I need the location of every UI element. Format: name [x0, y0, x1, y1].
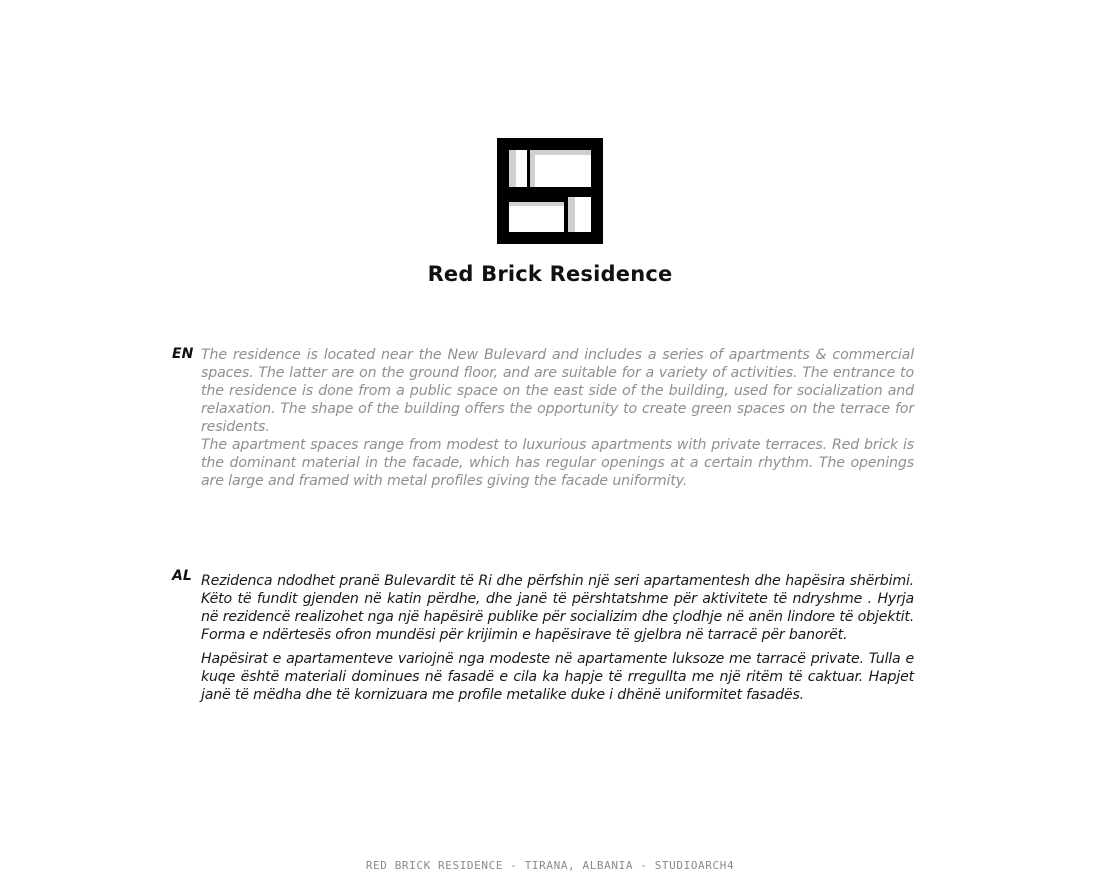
footer-caption: RED BRICK RESIDENCE - TIRANA, ALBANIA - STUDIOARCH4: [365, 859, 735, 872]
description-en-paragraph-2: The apartment spaces range from modest to luxurious apartments with private terraces. Red brick is the dominant material in the facade, which has regular openings at a certain rhythm. The openings are large and framed with metal profiles giving the facade uniformity.: [201, 437, 914, 489]
language-label-al: AL: [172, 568, 192, 584]
logo-window-top-right-shade: [530, 150, 591, 155]
building-facade-logo-icon: [497, 138, 603, 244]
logo-window-top-right: [530, 150, 591, 187]
description-al-paragraph-2: Hapësirat e apartamenteve variojnë nga modeste në apartamente luksoze me tarracë private. Tulla e kuqe është materiali dominues në fasadë e cila ka hapje të rregullta me një ritëm të caktuar. Hapjet janë të mëdha dhe të kornizuara me profile metalike duke i dhënë uniformitet fasadës.: [201, 651, 914, 703]
page-title: Red Brick Residence: [427, 262, 673, 286]
logo-window-bottom-left: [509, 202, 564, 232]
logo-window-bottom-left-shade: [509, 202, 564, 206]
logo-window-top-left-shade: [509, 150, 516, 187]
description-al-paragraph-1: Rezidenca ndodhet pranë Bulevardit të Ri dhe përfshin një seri apartamentesh dhe hapësira shërbimi. Këto të fundit gjenden në katin përdhe, dhe janë të përshtatshme për aktivitete të ndryshme . Hyrja në rezidencë realizohet nga një hapësirë publike për socializim dhe çlodhje në anën lindore të objektit. Forma e ndërtesës ofron mundësi për krijimin e hapësirave të gjelbra në tarracë për banorët.: [201, 573, 914, 643]
logo-window-bottom-right-shade: [568, 197, 575, 232]
language-label-en: EN: [172, 346, 194, 362]
logo-window-top-right-shade-side: [530, 150, 535, 187]
description-en-paragraph-1: The residence is located near the New Bulevard and includes a series of apartments & commercial spaces. The latter are on the ground floor, and are suitable for a variety of activities. The entrance to the residence is done from a public space on the east side of the building, used for socialization and relaxation. The shape of the building offers the opportunity to create green spaces on the terrace for residents.: [201, 347, 914, 435]
